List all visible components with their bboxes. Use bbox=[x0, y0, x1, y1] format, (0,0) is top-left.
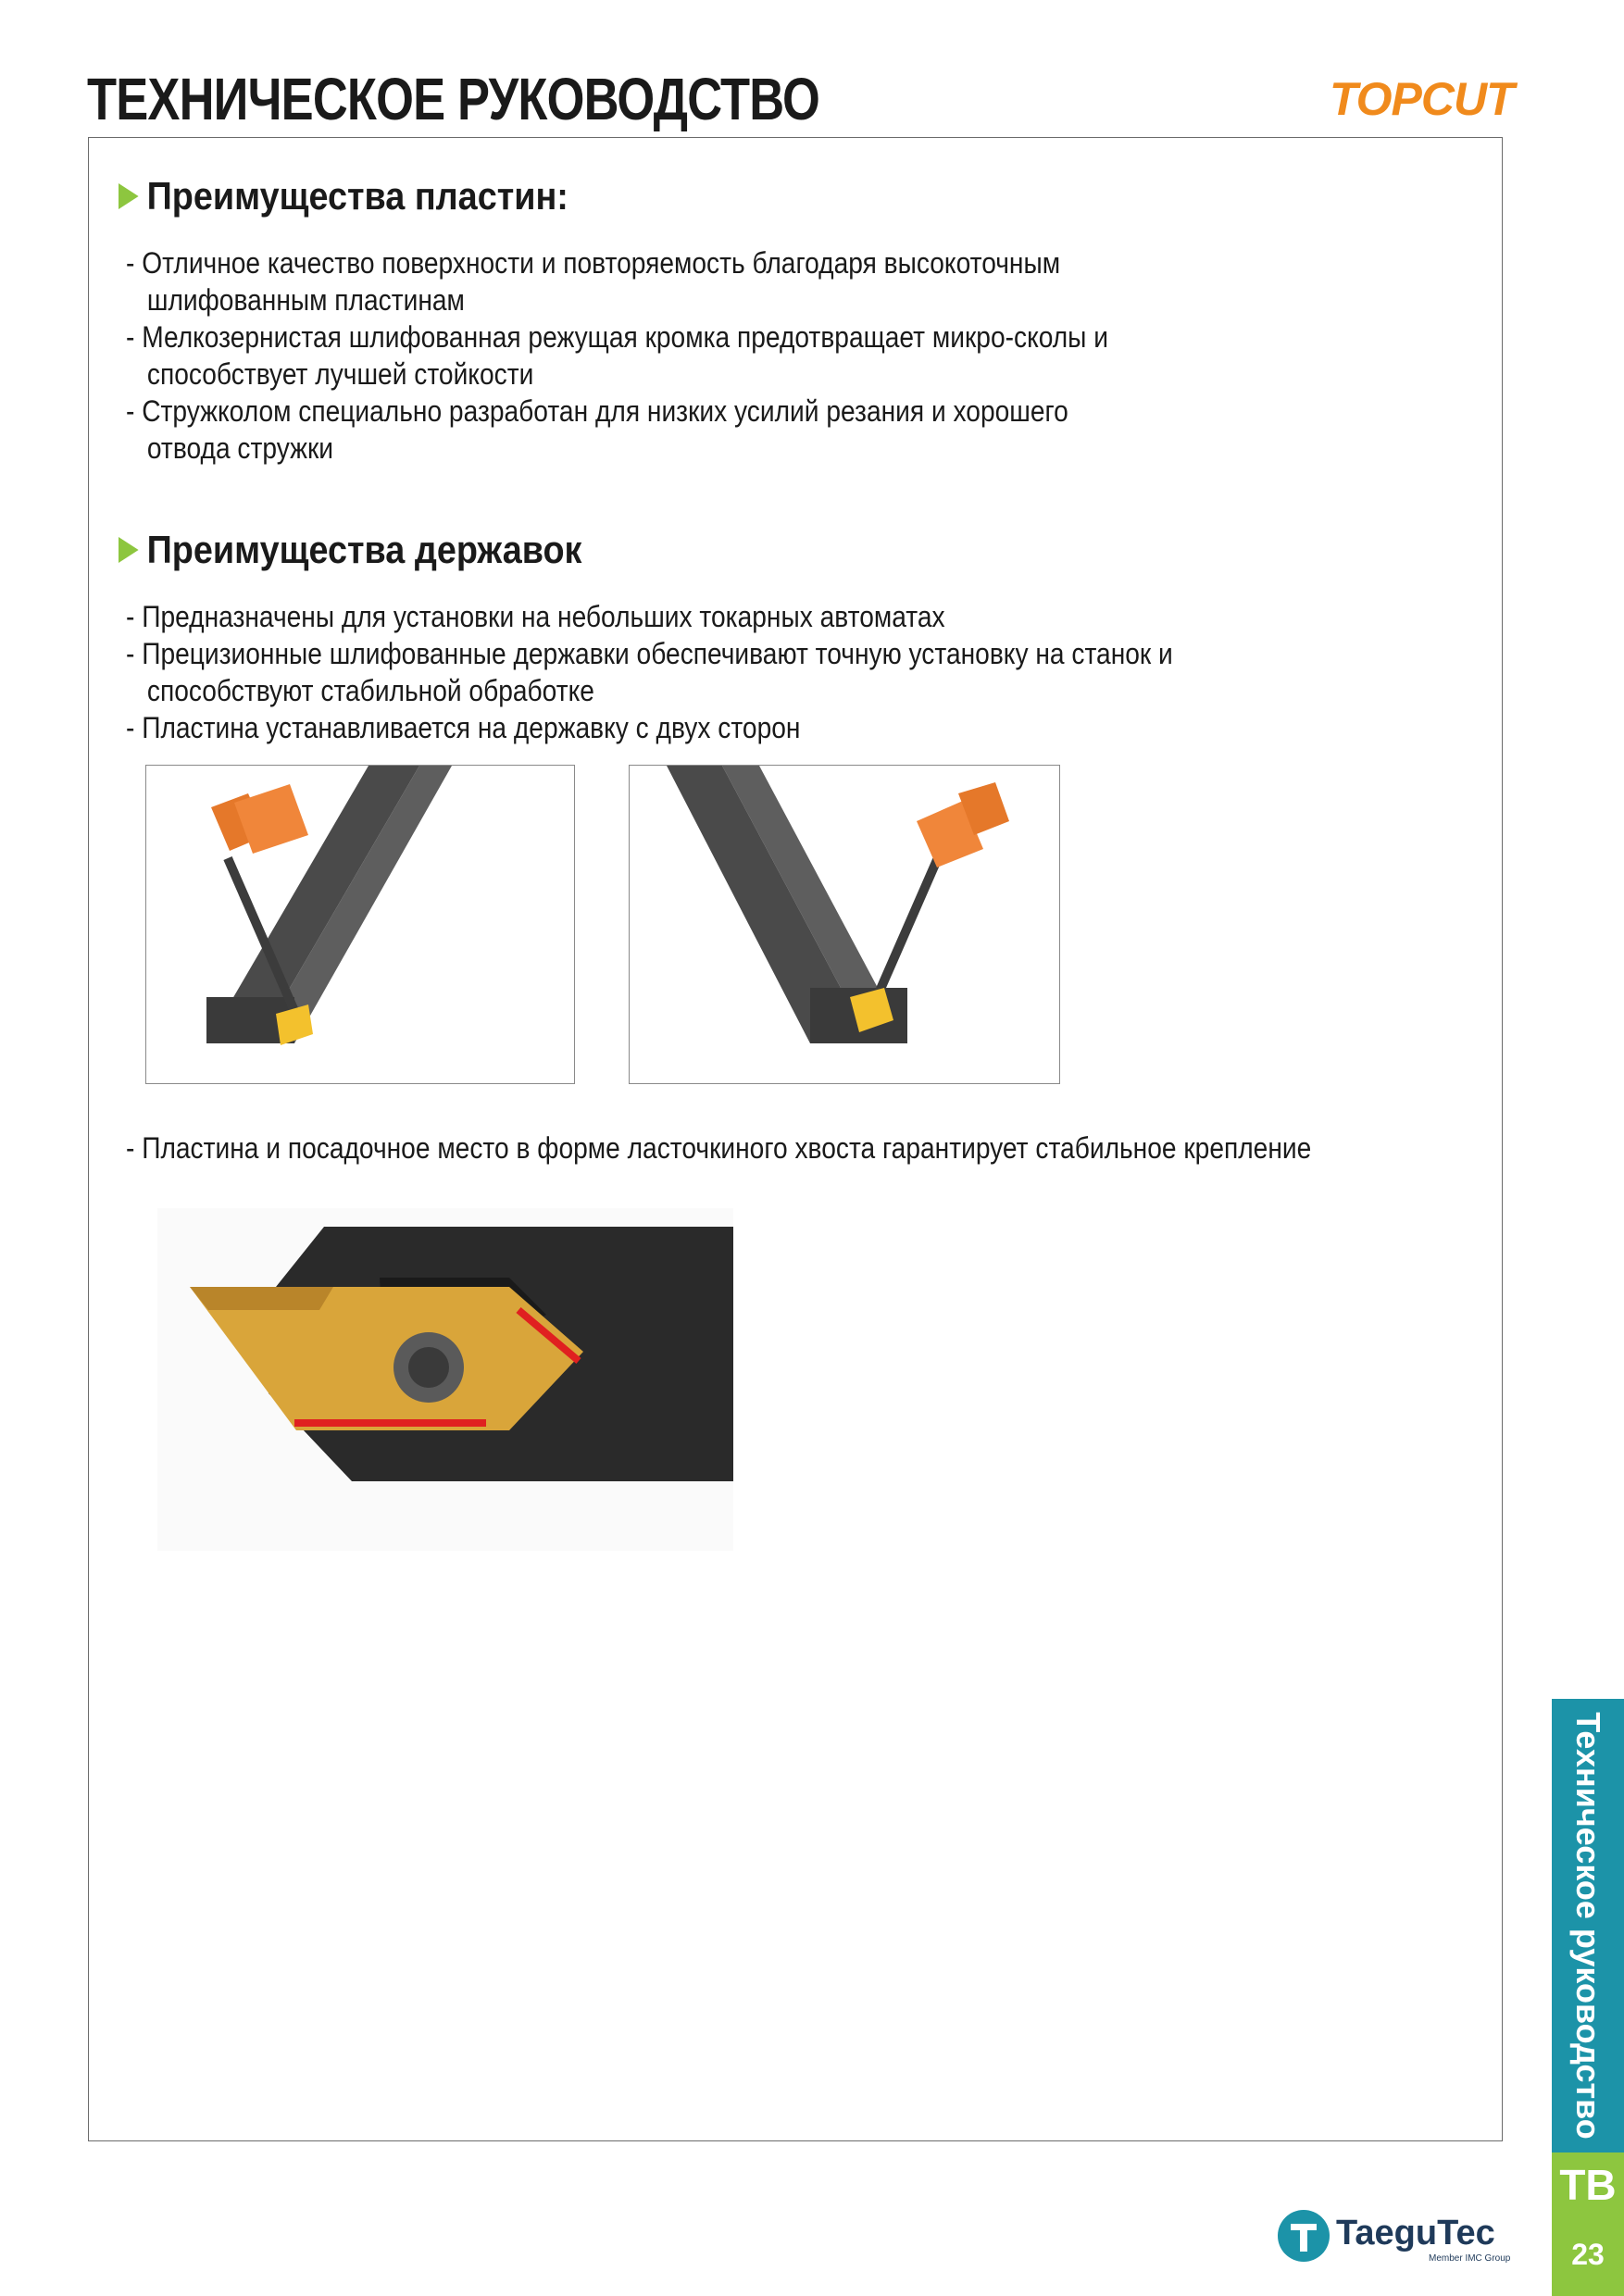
section-heading-inserts: Преимущества пластин: bbox=[119, 174, 568, 218]
topcut-logo: TOPCUT bbox=[1330, 73, 1514, 125]
section-heading-holders: Преимущества державок bbox=[119, 528, 581, 572]
list-item: способствует лучшей стойкости bbox=[146, 357, 534, 391]
section-code: TB bbox=[1559, 2161, 1617, 2209]
list-item: - Стружколом специально разработан для низких усилий резания и хорошего bbox=[126, 394, 1068, 428]
side-tab bbox=[1552, 1699, 1624, 2152]
triangle-arrow-icon bbox=[119, 183, 139, 209]
svg-text:TaeguTec: TaeguTec bbox=[1336, 2214, 1495, 2252]
side-tab-label: Техническое руководство bbox=[1569, 1712, 1607, 2140]
inserts-bullet-list bbox=[126, 244, 1108, 467]
holders-bullet-list bbox=[126, 598, 1173, 746]
list-item: способствуют стабильной обработке bbox=[146, 674, 594, 707]
section-code-box bbox=[1552, 2152, 1624, 2296]
taegutec-logo bbox=[1276, 2203, 1526, 2268]
list-item: - Предназначены для установки на небольших токарных автоматах bbox=[126, 600, 945, 633]
list-item: - Прецизионные шлифованные державки обеспечивают точную установку на станок и bbox=[126, 637, 1173, 670]
holder-image-right bbox=[629, 765, 1060, 1084]
page-number: 23 bbox=[1571, 2238, 1605, 2271]
holder-image-left bbox=[145, 765, 575, 1084]
list-item: - Отличное качество поверхности и повторяемость благодаря высокоточным bbox=[126, 246, 1061, 280]
dovetail-note: - Пластина и посадочное место в форме ласточкиного хвоста гарантирует стабильное крепление bbox=[126, 1131, 1312, 1165]
triangle-arrow-icon bbox=[119, 537, 139, 563]
list-item: - Мелкозернистая шлифованная режущая кромка предотвращает микро-сколы и bbox=[126, 320, 1108, 354]
page-title: ТЕХНИЧЕСКОЕ РУКОВОДСТВО bbox=[87, 66, 820, 132]
list-item: отвода стружки bbox=[146, 431, 334, 465]
dovetail-insert-image bbox=[157, 1208, 733, 1551]
list-item: шлифованным пластинам bbox=[146, 283, 465, 317]
list-item: - Пластина устанавливается на державку с двух сторон bbox=[126, 711, 801, 744]
svg-text:Member IMC Group: Member IMC Group bbox=[1429, 2253, 1511, 2264]
